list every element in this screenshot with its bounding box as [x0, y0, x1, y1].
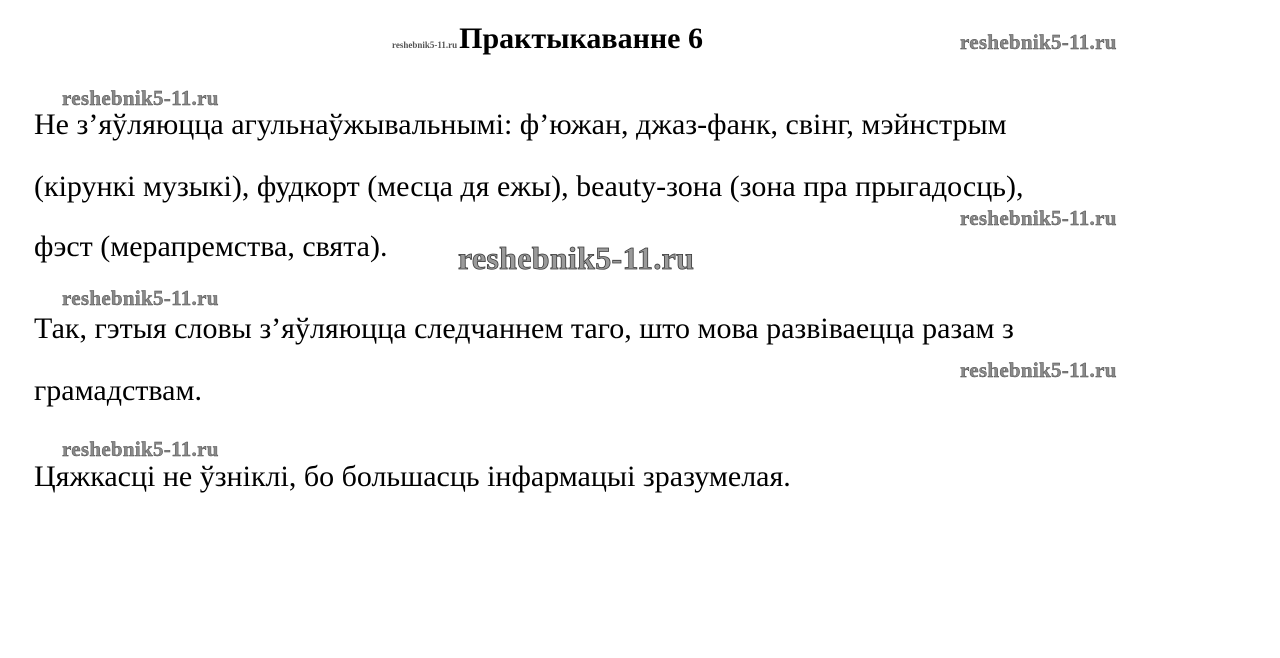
paragraph2-line1: Так, гэтыя словы з’яўляюцца следчаннем таго, што мова развіваецца разам з — [34, 312, 1014, 345]
watermark-mid-right: reshebnik5-11.ru — [960, 206, 1117, 230]
watermark-block3: reshebnik5-11.ru — [62, 437, 219, 461]
paragraph1-line2: (кірункі музыкі), фудкорт (месца дя ежы), beauty-зона (зона пра прыгадосць), — [34, 170, 1024, 203]
watermark-center-large: reshebnik5-11.ru — [458, 240, 695, 276]
page-title: Практыкаванне 6 — [459, 22, 703, 55]
watermark-block2-right: reshebnik5-11.ru — [960, 358, 1117, 382]
small-watermark: reshebnik5-11.ru — [392, 40, 458, 50]
paragraph2-line2: грамадствам. — [34, 374, 202, 407]
paragraph1-line1: Не з’яўляюцца агульнаўжывальнымі: ф’южан, джаз-фанк, свінг, мэйнстрым — [34, 108, 1007, 141]
paragraph3-line1: Цяжкасці не ўзніклі, бо большасць інфармацыі зразумелая. — [34, 460, 791, 493]
watermark-block1: reshebnik5-11.ru — [62, 86, 219, 110]
paragraph1-line3: фэст (мерапремства, свята). — [34, 230, 388, 263]
title-row — [392, 22, 703, 62]
watermark-block2: reshebnik5-11.ru — [62, 286, 219, 310]
header-watermark: reshebnik5-11.ru — [960, 30, 1117, 54]
